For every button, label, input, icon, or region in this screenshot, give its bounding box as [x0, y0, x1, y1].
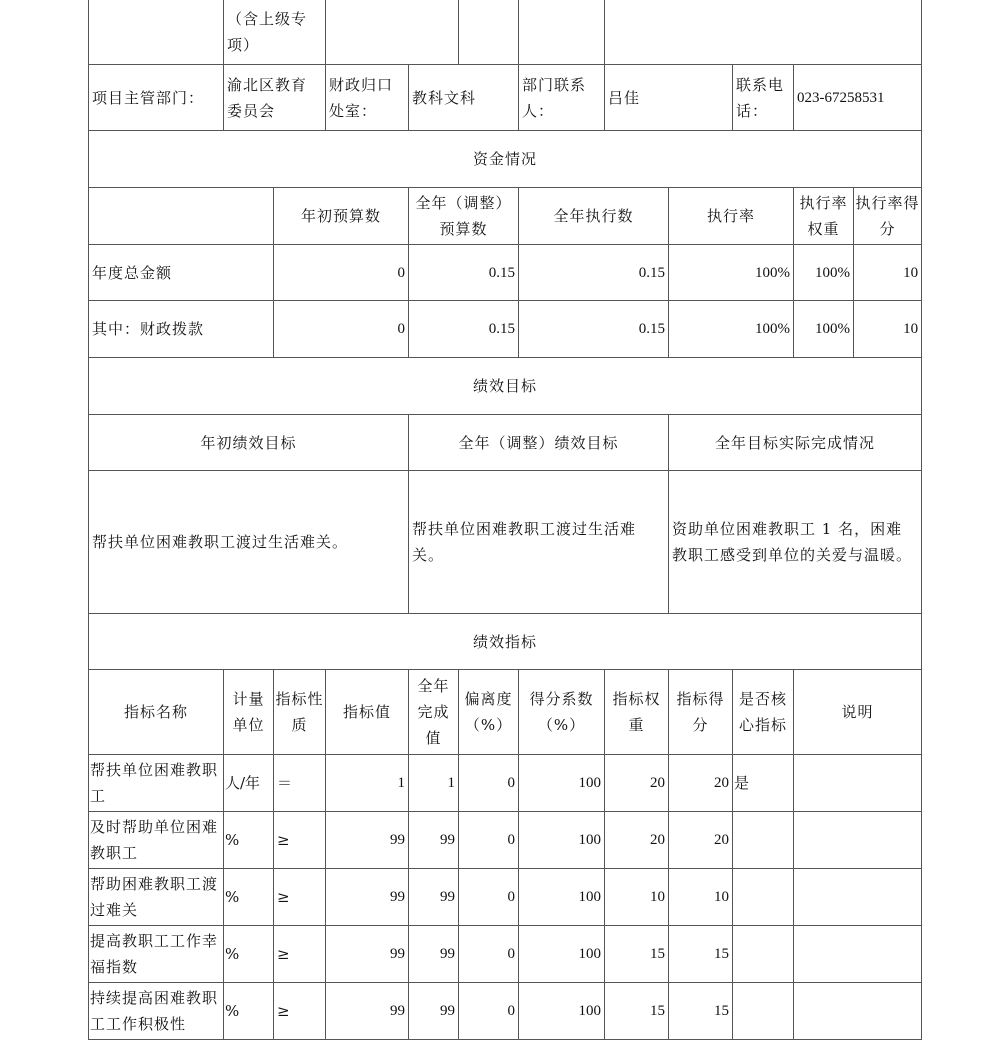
ind-name: 及时帮助单位困难教职工: [89, 812, 224, 869]
ind-header-note: 说明: [794, 670, 922, 755]
ind-header-score: 指标得分: [669, 670, 733, 755]
funds-header-initial: 年初预算数: [274, 188, 409, 245]
funds-weight: 100%: [794, 245, 854, 301]
empty-cell: [326, 0, 459, 65]
indicators-section-title: 绩效指标: [89, 614, 922, 670]
ind-core: [733, 926, 794, 983]
ind-deviation: 0: [459, 983, 519, 1040]
finance-value: 教科文科: [409, 65, 519, 131]
funds-rate: 100%: [669, 245, 794, 301]
funds-row: [89, 245, 922, 301]
funds-section-row: [89, 131, 922, 188]
funds-weight: 100%: [794, 301, 854, 358]
ind-unit: %: [224, 983, 274, 1040]
ind-weight: 15: [605, 983, 669, 1040]
ind-score: 20: [669, 812, 733, 869]
ind-target: 99: [326, 983, 409, 1040]
ind-unit: %: [224, 926, 274, 983]
ind-note: [794, 812, 922, 869]
ind-header-nature: 指标性质: [274, 670, 326, 755]
goals-header-actual: 全年目标实际完成情况: [669, 415, 922, 471]
finance-label: 财政归口处室：: [326, 65, 409, 131]
contact-value: 吕佳: [605, 65, 733, 131]
performance-report-table: [88, 0, 922, 1040]
ind-note: [794, 869, 922, 926]
funds-executed: 0.15: [519, 301, 669, 358]
ind-weight: 15: [605, 926, 669, 983]
ind-weight: 20: [605, 755, 669, 812]
ind-unit: %: [224, 869, 274, 926]
ind-deviation: 0: [459, 869, 519, 926]
indicator-row: [89, 755, 922, 812]
funds-header-score: 执行率得分: [854, 188, 922, 245]
ind-target: 1: [326, 755, 409, 812]
phone-label: 联系电话：: [733, 65, 794, 131]
top-fragment-row: [89, 0, 922, 65]
ind-note: [794, 926, 922, 983]
funds-header-blank: [89, 188, 274, 245]
funds-rate: 100%: [669, 301, 794, 358]
contact-label: 部门联系人：: [519, 65, 605, 131]
ind-nature: ≥: [274, 869, 326, 926]
funds-score: 10: [854, 245, 922, 301]
goal-initial: 帮扶单位困难教职工渡过生活难关。: [89, 471, 409, 614]
goals-header-initial: 年初绩效目标: [89, 415, 409, 471]
ind-weight: 10: [605, 869, 669, 926]
ind-nature: ≥: [274, 926, 326, 983]
goals-content-row: [89, 471, 922, 614]
ind-coef: 100: [519, 755, 605, 812]
indicator-row: [89, 812, 922, 869]
ind-header-actual: 全年完成值: [409, 670, 459, 755]
empty-cell: [459, 0, 519, 65]
ind-unit: %: [224, 812, 274, 869]
project-info-row: [89, 65, 922, 131]
ind-header-name: 指标名称: [89, 670, 224, 755]
ind-score: 15: [669, 983, 733, 1040]
ind-core: [733, 812, 794, 869]
ind-target: 99: [326, 926, 409, 983]
ind-core: 是: [733, 755, 794, 812]
empty-cell: [89, 0, 224, 65]
funds-row-label: 年度总金额: [89, 245, 274, 301]
funds-row-label: 其中：财政拨款: [89, 301, 274, 358]
goals-header-adjusted: 全年（调整）绩效目标: [409, 415, 669, 471]
ind-actual: 99: [409, 926, 459, 983]
ind-coef: 100: [519, 869, 605, 926]
funds-header-row: [89, 188, 922, 245]
empty-cell: [605, 0, 922, 65]
funds-header-weight: 执行率权重: [794, 188, 854, 245]
ind-core: [733, 983, 794, 1040]
ind-coef: 100: [519, 983, 605, 1040]
ind-header-target: 指标值: [326, 670, 409, 755]
funds-executed: 0.15: [519, 245, 669, 301]
ind-actual: 99: [409, 812, 459, 869]
empty-cell: [519, 0, 605, 65]
ind-coef: 100: [519, 926, 605, 983]
indicators-header-row: [89, 670, 922, 755]
ind-target: 99: [326, 812, 409, 869]
indicator-row: [89, 983, 922, 1040]
funds-section-title: 资金情况: [89, 131, 922, 188]
ind-name: 持续提高困难教职工工作积极性: [89, 983, 224, 1040]
goal-actual: 资助单位困难教职工 1 名，困难教职工感受到单位的关爱与温暖。: [669, 471, 922, 614]
funds-row: [89, 301, 922, 358]
goals-section-row: [89, 358, 922, 415]
ind-name: 帮扶单位困难教职工: [89, 755, 224, 812]
ind-nature: ＝: [274, 755, 326, 812]
funds-header-executed: 全年执行数: [519, 188, 669, 245]
funds-score: 10: [854, 301, 922, 358]
ind-nature: ≥: [274, 983, 326, 1040]
dept-value: 渝北区教育委员会: [224, 65, 326, 131]
indicator-row: [89, 926, 922, 983]
ind-nature: ≥: [274, 812, 326, 869]
ind-note: [794, 983, 922, 1040]
ind-name: 帮助困难教职工渡过难关: [89, 869, 224, 926]
indicators-section-row: [89, 614, 922, 670]
funds-initial: 0: [274, 301, 409, 358]
ind-score: 15: [669, 926, 733, 983]
phone-value: 023-67258531: [794, 65, 922, 131]
funds-initial: 0: [274, 245, 409, 301]
goal-adjusted: 帮扶单位困难教职工渡过生活难关。: [409, 471, 669, 614]
indicator-row: [89, 869, 922, 926]
ind-score: 10: [669, 869, 733, 926]
goals-section-title: 绩效目标: [89, 358, 922, 415]
ind-weight: 20: [605, 812, 669, 869]
ind-unit: 人/年: [224, 755, 274, 812]
ind-core: [733, 869, 794, 926]
ind-score: 20: [669, 755, 733, 812]
ind-header-unit: 计量单位: [224, 670, 274, 755]
ind-header-deviation: 偏离度（%）: [459, 670, 519, 755]
ind-target: 99: [326, 869, 409, 926]
goals-header-row: [89, 415, 922, 471]
ind-deviation: 0: [459, 926, 519, 983]
funds-header-adjusted: 全年（调整）预算数: [409, 188, 519, 245]
ind-header-weight: 指标权重: [605, 670, 669, 755]
funds-header-rate: 执行率: [669, 188, 794, 245]
ind-actual: 99: [409, 869, 459, 926]
funds-adjusted: 0.15: [409, 245, 519, 301]
funds-adjusted: 0.15: [409, 301, 519, 358]
ind-actual: 99: [409, 983, 459, 1040]
ind-coef: 100: [519, 812, 605, 869]
ind-deviation: 0: [459, 812, 519, 869]
special-fund-note: （含上级专项）: [224, 0, 326, 65]
ind-name: 提高教职工工作幸福指数: [89, 926, 224, 983]
ind-header-core: 是否核心指标: [733, 670, 794, 755]
ind-actual: 1: [409, 755, 459, 812]
ind-note: [794, 755, 922, 812]
dept-label: 项目主管部门：: [89, 65, 224, 131]
ind-deviation: 0: [459, 755, 519, 812]
ind-header-coef: 得分系数（%）: [519, 670, 605, 755]
